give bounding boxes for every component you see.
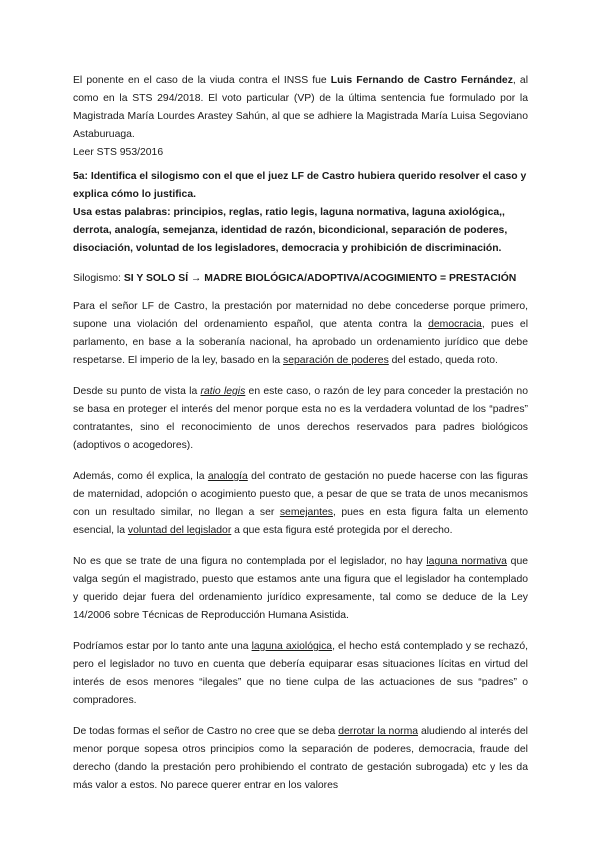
syllogism-line — [73, 270, 528, 288]
syllogism-label: Silogismo: — [73, 273, 124, 284]
intro-text: El ponente en el caso de la viuda contra el INSS fue — [73, 75, 331, 86]
paragraph-2 — [73, 383, 528, 455]
paragraph-1 — [73, 298, 528, 370]
term-laguna-normativa: laguna normativa — [426, 556, 507, 567]
term-analogia: analogía — [207, 471, 248, 482]
term-semejantes: semejantes — [279, 507, 333, 518]
term-separacion-poderes: separación de poderes — [283, 355, 389, 366]
p3-text-a: Además, como él explica, la — [73, 471, 208, 482]
ponente-name: Luis Fernando de Castro Fernández — [330, 75, 513, 86]
p1-text-c: del estado, queda roto. — [388, 355, 498, 366]
p3-text-d: a que esta figura esté protegida por el derecho. — [231, 525, 453, 536]
question-keywords: Usa estas palabras: principios, reglas, ratio legis, laguna normativa, laguna axiológica,, derrota, analogía, semejanza, identidad de razón, bicondicional, separación de poderes, disociación, voluntad de los legisladores, democracia y prohibición de discriminación. — [73, 207, 508, 254]
paragraph-6 — [73, 723, 528, 795]
p3-text-b: del contrato de gestación no puede hacerse con las figuras de maternidad, adopción o acogimiento puesto que, a pesar de que se trata de unos mecanismos con un resultado similar, no llegan a ser — [73, 471, 528, 518]
p4-text-a: No es que se trate de una figura no contemplada por el legislador, no hay — [73, 556, 427, 567]
term-derrotar-norma: derrotar la norma — [338, 726, 419, 737]
term-democracia: democracia — [428, 319, 482, 330]
p6-text-b: aludiendo al interés del menor porque sopesa otros principios como la separación de poderes, democracia, fraude del derecho (dando la prestación pero prohibiendo el contrato de gestación subrogada) etc y les da más valor a estos. No parece querer entrar en los valores — [73, 726, 528, 791]
p3-text-c: , pues en esta figura falta un elemento esencial, la — [73, 507, 528, 536]
intro-paragraph — [73, 72, 528, 162]
paragraph-3 — [73, 468, 528, 540]
p2-text-b: en este caso, o razón de ley para conceder la prestación no se basa en proteger el interés del menor porque esta no es la verdadera voluntad de los “padres” contratantes, sino el reconocimiento de unos derechos reservados para padres biológicos (adoptivos o acogedores). — [73, 386, 528, 451]
syllogism-formula: SI Y SOLO SÍ → MADRE BIOLÓGICA/ADOPTIVA/ACOGIMIENTO = PRESTACIÓN — [123, 273, 517, 284]
term-voluntad-legislador: voluntad del legislador — [127, 525, 232, 536]
p2-text-a: Desde su punto de vista la — [73, 386, 201, 397]
p5-text-a: Podríamos estar por lo tanto ante una — [73, 641, 252, 652]
leer-reference: Leer STS 953/2016 — [73, 147, 164, 158]
p1-text-b: , pues el parlamento, en base a la soberanía nacional, ha aprobado un ordenamiento jurídico que debe respetarse. El imperio de la ley, basado en la — [73, 319, 529, 366]
p6-text-a: De todas formas el señor de Castro no cree que se deba — [73, 726, 339, 737]
p1-text-a: Para el señor LF de Castro, la prestación por maternidad no debe concederse porque primero, supone una violación del ordenamiento español, que atenta contra la — [73, 301, 528, 330]
p4-text-b: que valga según el magistrado, puesto que estamos ante una figura que el legislador ha contemplado y querido dejar fuera del ordenamiento jurídico expresamente, tal como se deduce de la Ley 14/2006 sobre Técnicas de Reproducción Humana Asistida. — [73, 556, 528, 621]
intro-text-cont: , al como en la STS 294/2018. El voto particular (VP) de la última sentencia fue formulado por la Magistrada María Lourdes Arastey Sahún, al que se adhiere la Magistrada María Luisa Segoviano Astaburuaga. — [73, 75, 528, 140]
p5-text-b: , el hecho está contemplado y se rechazó, pero el legislador no tuvo en cuenta que debería equiparar esas situaciones lícitas en virtud del interés de esos menores “ilegales” que no tiene culpa de las actuaciones de sus “padres” o compradores. — [73, 641, 528, 706]
document-page — [73, 72, 528, 808]
term-laguna-axiologica: laguna axiológica — [251, 641, 333, 652]
question-prompt: 5a: Identifica el silogismo con el que el juez LF de Castro hubiera querido resolver el caso y explica cómo lo justifica. — [73, 171, 527, 200]
term-ratio-legis: ratio legis — [200, 386, 246, 397]
question-block — [73, 168, 528, 258]
paragraph-5 — [73, 638, 528, 710]
paragraph-4 — [73, 553, 528, 625]
